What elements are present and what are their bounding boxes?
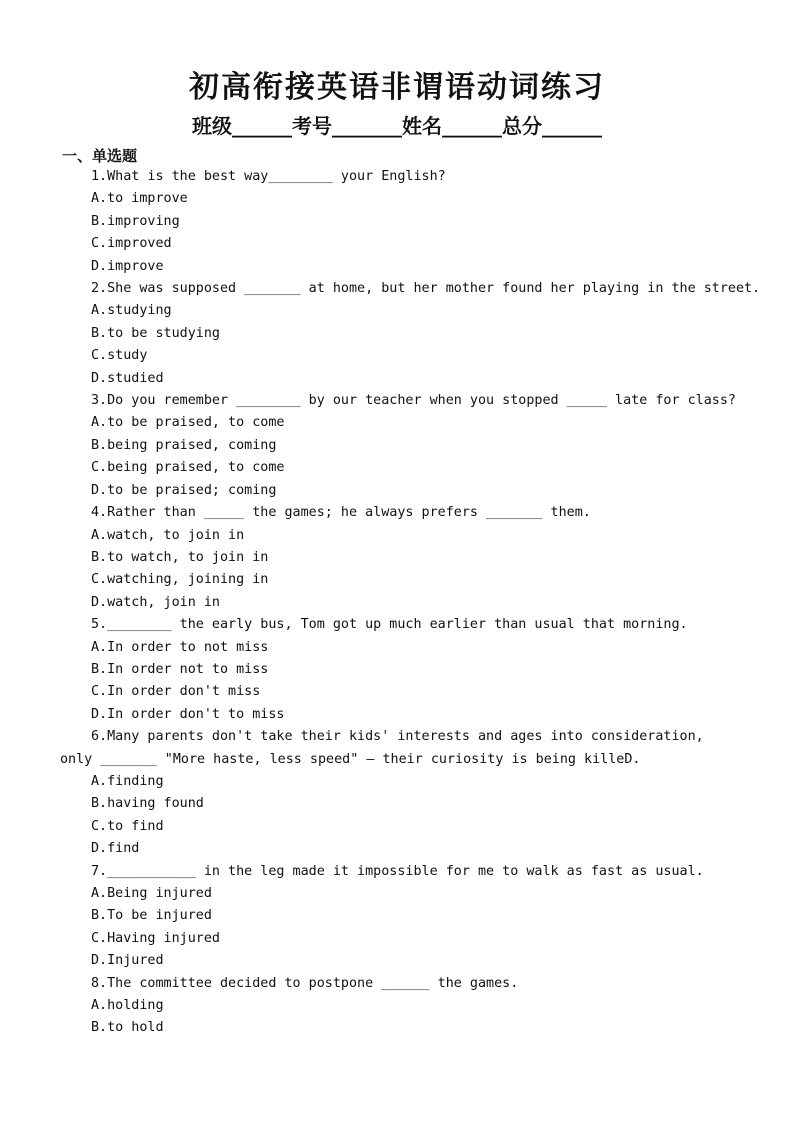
option-b: B.having found [91,796,204,812]
question-stem: 6.Many parents don't take their kids' interests and ages into consideration, only _______ "More haste, less speed" — their curiosity is being killeD. [60,729,712,767]
option-c: C.improved [91,236,172,252]
question-stem: 3.Do you remember ________ by our teacher when you stopped _____ late for class? [91,393,736,409]
option-d: D.improve [91,258,164,274]
question-stem: 2.She was supposed _______ at home, but her mother found her playing in the street. [91,281,761,297]
question-2 [60,278,761,390]
question-6 [60,726,740,860]
question-1 [60,166,740,278]
question-stem: 4.Rather than _____ the games; he always prefers _______ them. [91,505,591,521]
student-info-line: 班级______考号_______姓名______总分______ [192,114,602,138]
option-c: C.study [91,348,148,364]
option-b: B.to watch, to join in [91,549,269,565]
question-stem: 7.___________ in the leg made it impossible for me to walk as fast as usual. [91,863,704,879]
section-heading: 一、单选题 [62,147,138,165]
option-c: C.to find [91,818,164,834]
option-b: B.being praised, coming [91,437,277,453]
option-a: A.In order to not miss [91,639,269,655]
option-d: D.watch, join in [91,594,220,610]
option-d: D.In order don't to miss [91,706,285,722]
option-a: A.to be praised, to come [91,415,285,431]
page-title: 初高衔接英语非谓语动词练习 [189,70,605,105]
option-a: A.watch, to join in [91,527,245,543]
option-b: B.to be studying [91,325,220,341]
option-b: B.In order not to miss [91,661,269,677]
option-c: C.Having injured [91,930,220,946]
option-d: D.to be praised; coming [91,482,277,498]
option-b: B.To be injured [91,908,212,924]
option-c: C.being praised, to come [91,460,285,476]
question-3 [60,390,740,502]
question-5 [60,614,740,726]
question-stem: 8.The committee decided to postpone ______ the games. [91,975,519,991]
option-b: B.improving [91,213,180,229]
option-a: A.holding [91,998,164,1014]
option-a: A.Being injured [91,886,212,901]
option-a: A.studying [91,303,172,319]
option-d: D.studied [91,370,164,386]
option-c: C.watching, joining in [91,572,269,588]
question-stem: 5.________ the early bus, Tom got up much earlier than usual that morning. [91,617,688,633]
option-d: D.find [91,841,140,857]
option-c: C.In order don't miss [91,684,261,700]
question-list [60,166,761,1040]
question-8 [60,973,740,1040]
question-4 [60,502,740,614]
option-a: A.to improve [91,191,188,207]
option-a: A.finding [91,773,164,789]
question-stem: 1.What is the best way________ your English? [91,169,446,184]
option-d: D.Injured [91,953,164,969]
question-7 [60,861,740,973]
option-b: B.to hold [91,1020,164,1036]
